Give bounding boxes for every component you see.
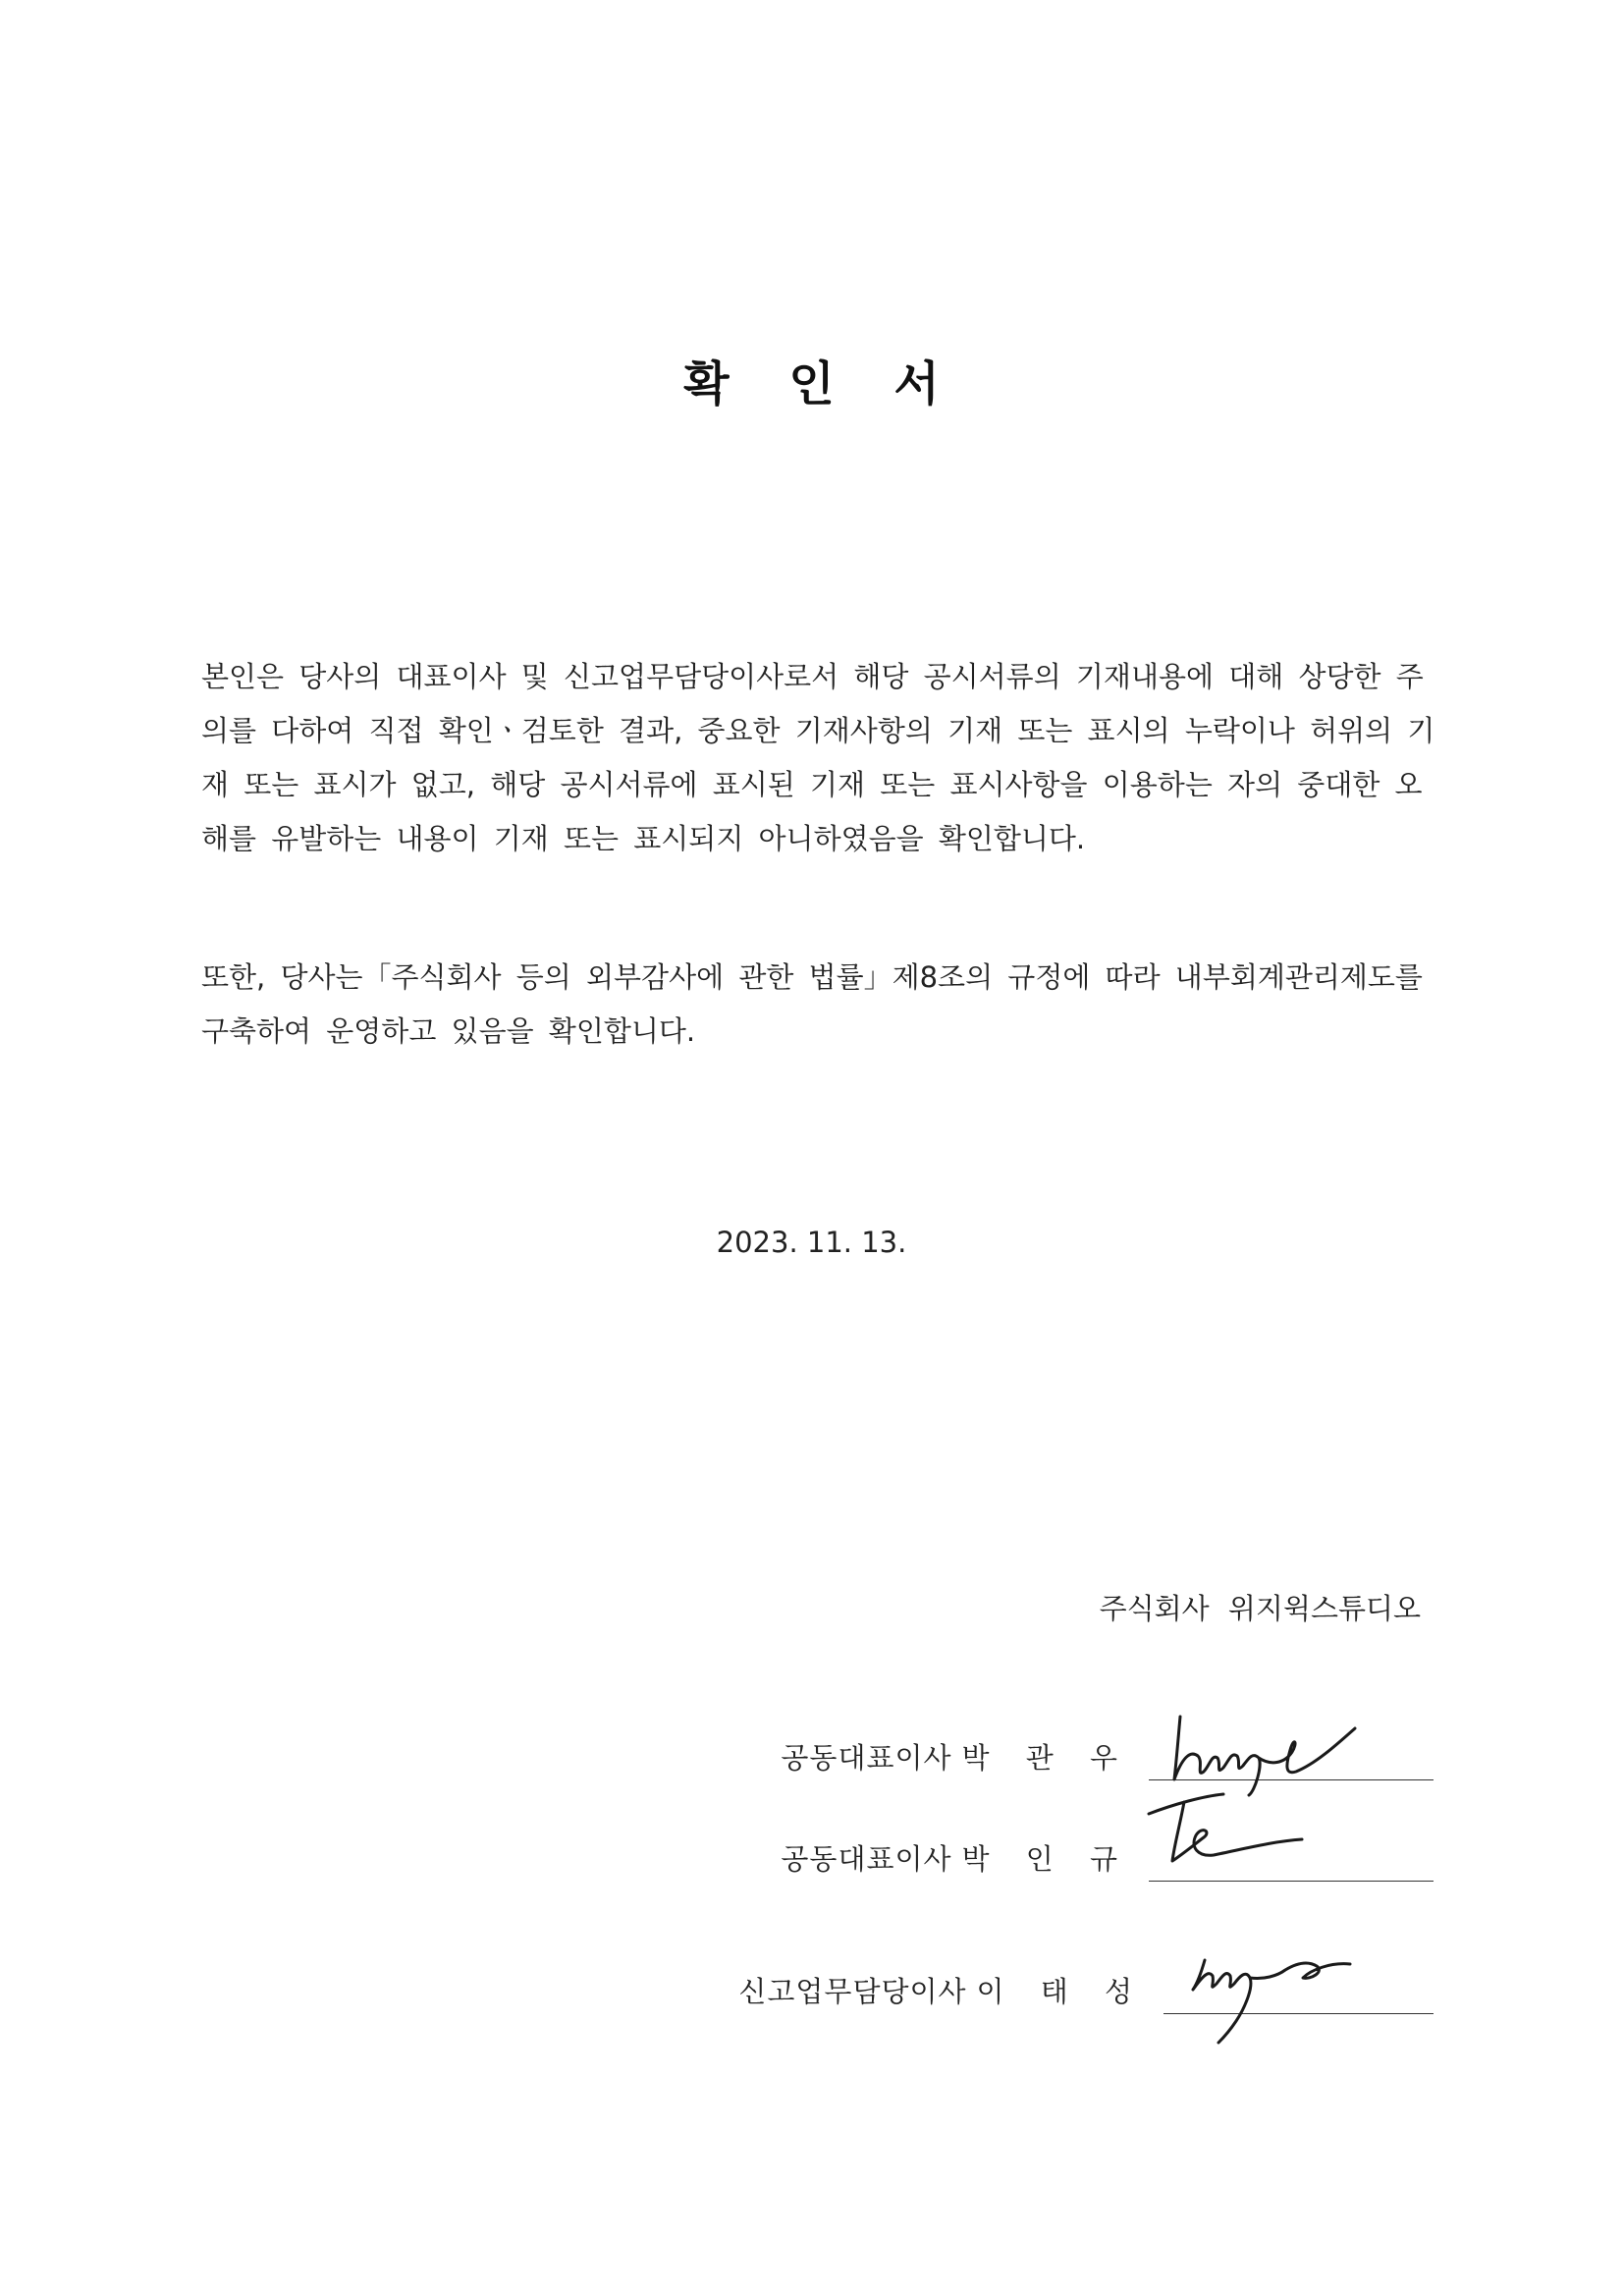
handwritten-signature-icon: [1183, 1941, 1399, 2049]
signatory-role: 신고업무담당이사: [738, 1975, 967, 2008]
signatory-label: [781, 1736, 1131, 1780]
signatory-role: 공동대표이사: [781, 1741, 952, 1775]
signature-line: [1149, 1822, 1434, 1882]
signatory-row: [781, 1822, 1434, 1882]
document-date: 2023. 11. 13.: [716, 1226, 907, 1259]
signatory-label: [738, 1970, 1146, 2014]
signatory-row: [781, 1721, 1434, 1780]
signatory-name: 이 태 성: [976, 1975, 1146, 2008]
signature-line: [1163, 1954, 1434, 2014]
document-title: 확 인 서: [683, 356, 961, 411]
signatory-role: 공동대표이사: [781, 1842, 952, 1876]
signatory-name: 박 관 우: [961, 1741, 1131, 1775]
confirmation-paragraph: 본인은 당사의 대표이사 및 신고업무담당이사로서 해당 공시서류의 기재내용에 대해 상당한 주의를 다하여 직접 확인ㆍ검토한 결과, 중요한 기재사항의 기재 또는 표시의 누락이나 허위의 기재 또는 표시가 없고, 해당 공시서류에 표시된 기재 또는 표시사항을 이용하는 자의 중대한 오해를 유발하는 내용이 기재 또는 표시되지 아니하였음을 확인합니다.: [201, 660, 1435, 855]
internal-control-paragraph: 또한, 당사는「주식회사 등의 외부감사에 관한 법률」제8조의 규정에 따라 내부회계관리제도를 구축하여 운영하고 있음을 확인합니다.: [201, 960, 1423, 1048]
signature-line: [1149, 1721, 1434, 1780]
signatory-label: [781, 1837, 1131, 1882]
handwritten-signature-icon: [1145, 1784, 1341, 1873]
signatory-name: 박 인 규: [961, 1842, 1131, 1876]
signatory-row: [738, 1954, 1434, 2014]
company-name: 주식회사 위지윅스튜디오: [1099, 1592, 1421, 1625]
